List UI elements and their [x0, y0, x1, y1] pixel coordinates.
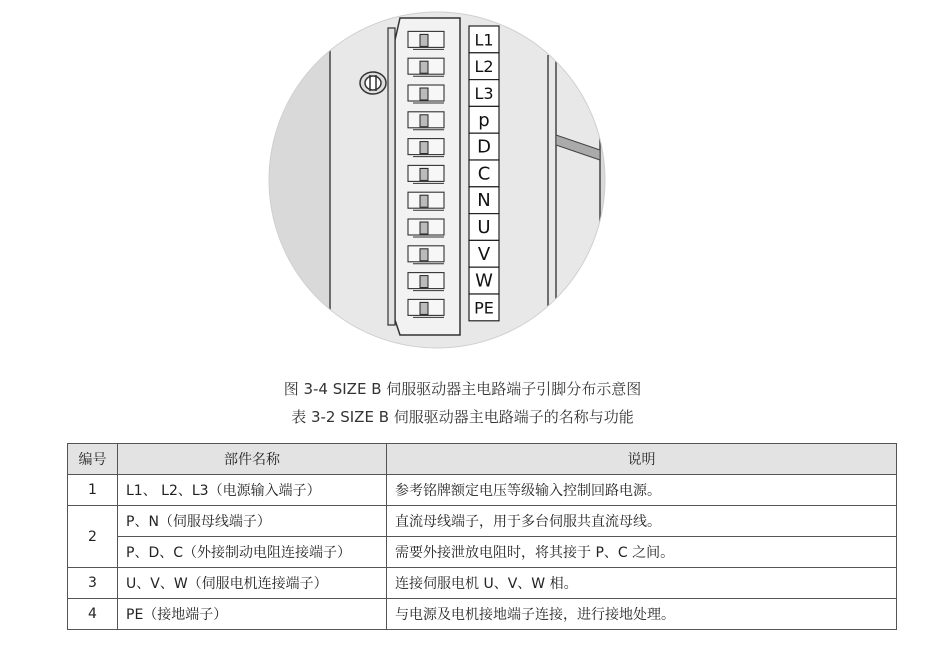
terminal-label-text: L2 — [474, 57, 494, 77]
connector-pins — [408, 31, 444, 317]
terminal-label-text: L1 — [474, 30, 494, 50]
terminal-label-text: N — [477, 190, 491, 212]
row-number: 2 — [68, 506, 118, 568]
row-part-name: U、V、W（伺服电机连接端子） — [118, 568, 387, 599]
row-description: 直流母线端子，用于多台伺服共直流母线。 — [387, 506, 897, 537]
connector-pin — [420, 195, 428, 207]
header-number: 编号 — [68, 444, 118, 475]
table-header-row — [68, 444, 897, 475]
connector-pin — [420, 34, 428, 46]
terminal-label-text: U — [477, 217, 491, 238]
terminal-labels — [469, 26, 499, 321]
row-part-name: P、D、C（外接制动电阻连接端子） — [118, 537, 387, 568]
table-row — [68, 506, 897, 537]
terminal-label-text: C — [477, 163, 491, 185]
header-part-name: 部件名称 — [118, 444, 387, 475]
terminal-label-text: D — [477, 136, 491, 158]
drive-panel — [330, 0, 600, 360]
row-part-name: L1、 L2、L3（电源输入端子） — [118, 475, 387, 506]
table-row — [68, 599, 897, 630]
row-number: 4 — [68, 599, 118, 630]
row-description: 参考铭牌额定电压等级输入控制回路电源。 — [387, 475, 897, 506]
connector-pin — [420, 115, 428, 127]
connector-pin — [420, 61, 428, 73]
row-number: 3 — [68, 568, 118, 599]
terminal-label-text: PE — [474, 298, 494, 318]
terminal-label-text: V — [477, 243, 491, 265]
terminal-label-text: p — [478, 109, 490, 131]
row-part-name: PE（接地端子） — [118, 599, 387, 630]
header-description: 说明 — [387, 444, 897, 475]
connector-pin — [420, 249, 428, 261]
connector-pin — [420, 276, 428, 288]
table-row — [68, 568, 897, 599]
figure-caption: 图 3-4 SIZE B 伺服驱动器主电路端子引脚分布示意图 — [283, 380, 642, 398]
table-caption: 表 3-2 SIZE B 伺服驱动器主电路端子的名称与功能 — [291, 408, 634, 426]
screw-icon — [360, 72, 386, 94]
connector-pin — [420, 168, 428, 180]
connector-pin — [420, 302, 428, 314]
table-row — [68, 475, 897, 506]
row-description: 需要外接泄放电阻时，将其接于 P、C 之间。 — [387, 537, 897, 568]
connector-pin — [420, 88, 428, 100]
connector-pin — [420, 222, 428, 234]
connector-pin — [420, 142, 428, 154]
terminal-table — [67, 443, 897, 630]
row-description: 与电源及电机接地端子连接，进行接地处理。 — [387, 599, 897, 630]
terminal-label-text: L3 — [474, 84, 494, 103]
row-part-name: P、N（伺服母线端子） — [118, 506, 387, 537]
table-row — [68, 537, 897, 568]
row-number: 1 — [68, 475, 118, 506]
terminal-label-text: W — [475, 270, 493, 292]
row-description: 连接伺服电机 U、V、W 相。 — [387, 568, 897, 599]
